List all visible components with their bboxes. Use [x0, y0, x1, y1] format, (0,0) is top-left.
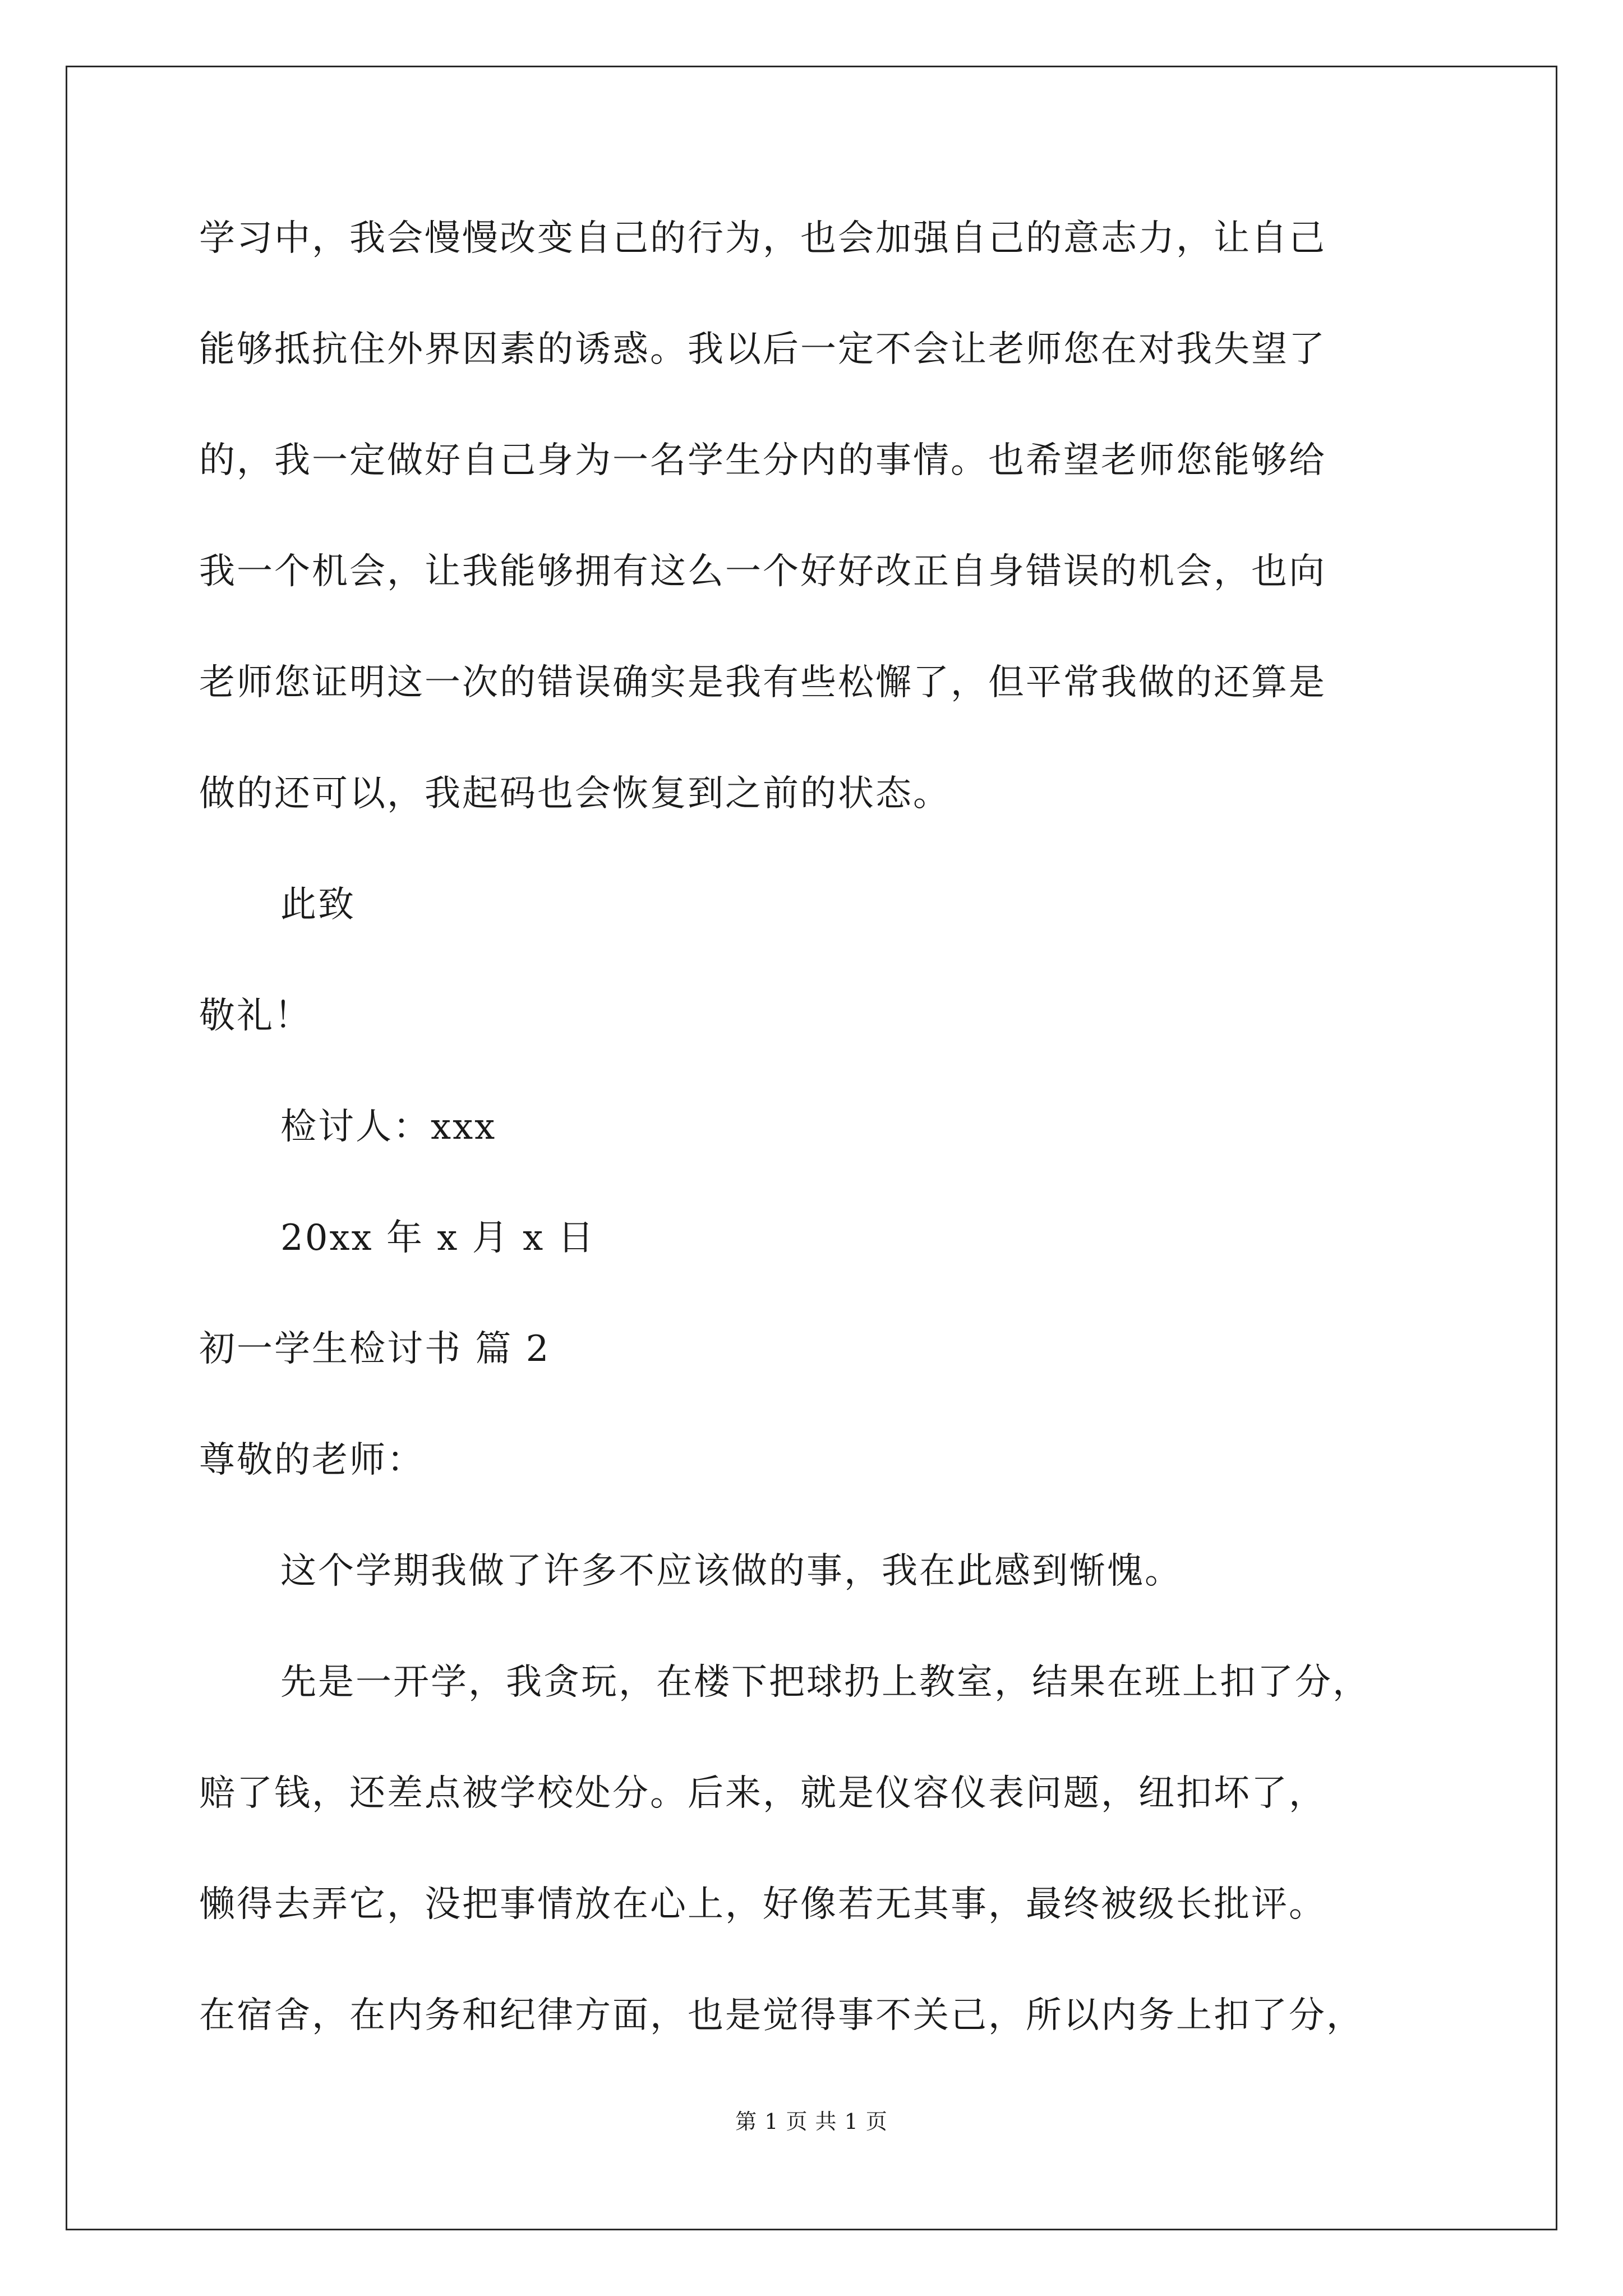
text-line: 我一个机会，让我能够拥有这么一个好好改正自身错误的机会，也向 [199, 551, 1326, 592]
closing-respect: 敬礼！ [199, 995, 312, 1037]
text-line: 先是一开学，我贪玩，在楼下把球扔上教室，结果在班上扣了分， [280, 1662, 1370, 1703]
signature-date: 20xx 年 x 月 x 日 [280, 1217, 596, 1259]
document-body [199, 219, 1433, 2107]
text-line: 在宿舍，在内务和纪律方面，也是觉得事不关己，所以内务上扣了分， [199, 1995, 1364, 2036]
letter-greeting: 尊敬的老师： [199, 1439, 425, 1481]
text-line: 懒得去弄它，没把事情放在心上，好像若无其事，最终被级长批评。 [199, 1884, 1326, 1925]
text-line: 学习中，我会慢慢改变自己的行为，也会加强自己的意志力，让自己 [199, 218, 1326, 259]
text-line: 这个学期我做了许多不应该做的事，我在此感到惭愧。 [280, 1550, 1182, 1592]
text-line: 的，我一定做好自己身为一名学生分内的事情。也希望老师您能够给 [199, 440, 1326, 481]
text-line: 赔了钱，还差点被学校处分。后来，就是仪容仪表问题，纽扣坏了， [199, 1773, 1326, 1814]
text-line: 能够抵抗住外界因素的诱惑。我以后一定不会让老师您在对我失望了 [199, 329, 1326, 370]
section-heading: 初一学生检讨书 篇 2 [199, 1328, 551, 1370]
closing-salutation: 此致 [280, 884, 356, 926]
signature-author: 检讨人：xxx [280, 1106, 497, 1148]
text-line: 做的还可以，我起码也会恢复到之前的状态。 [199, 773, 951, 815]
page-number-footer: 第 1 页 共 1 页 [735, 2109, 888, 2134]
text-line: 老师您证明这一次的错误确实是我有些松懈了，但平常我做的还算是 [199, 662, 1326, 703]
